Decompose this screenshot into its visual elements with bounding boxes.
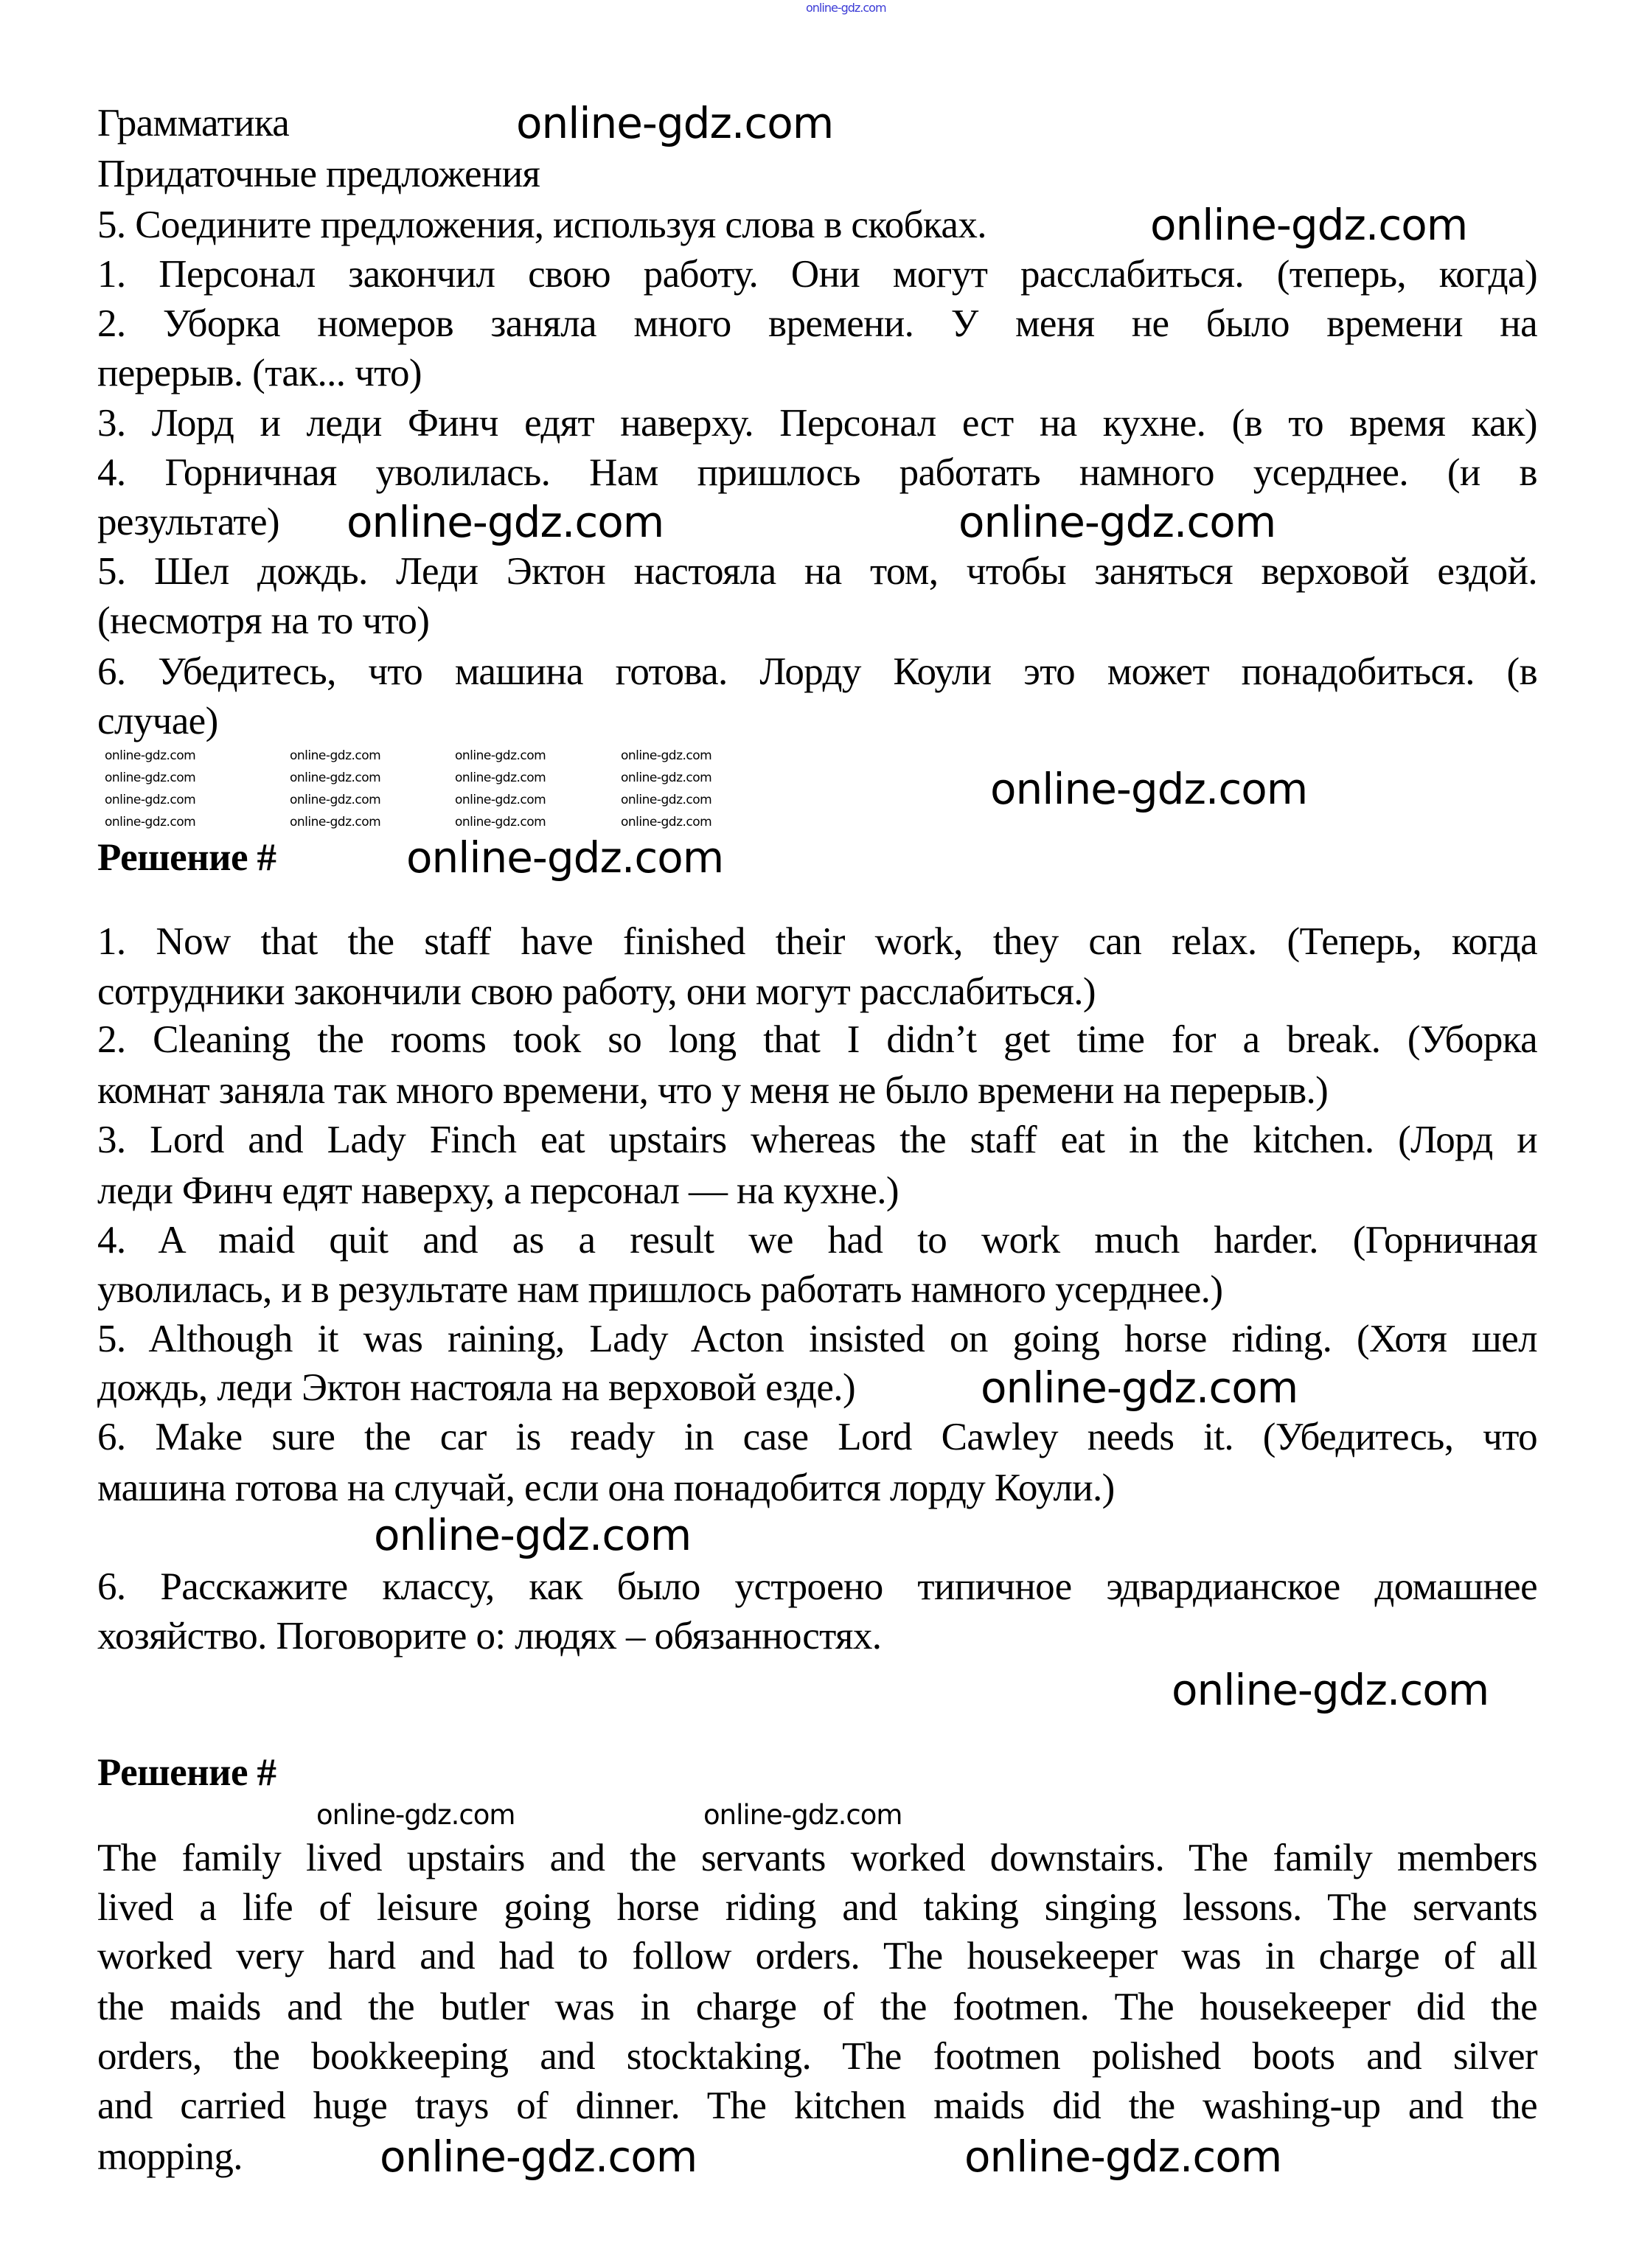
watermark: online-gdz.com — [316, 1799, 515, 1831]
watermark: online-gdz.com — [455, 748, 546, 763]
text-line: 2. Cleaning the rooms took so long that I didn’t get time for a break. (Уборка — [97, 1018, 1537, 1061]
solution-heading: Решение # — [97, 1751, 276, 1794]
text-line: The family lived upstairs and the servants worked downstairs. The family members — [97, 1837, 1537, 1879]
watermark: online-gdz.com — [455, 771, 546, 785]
watermark: online-gdz.com — [621, 793, 712, 807]
watermark: online-gdz.com — [347, 497, 664, 547]
watermark: online-gdz.com — [374, 1510, 692, 1560]
text-line: дождь, леди Эктон настояла на верховой езде.) — [97, 1366, 856, 1409]
watermark: online-gdz.com — [105, 793, 196, 807]
text-line: уволилась, и в результате нам пришлось работать намного усерднее.) — [97, 1268, 1223, 1311]
watermark: online-gdz.com — [406, 832, 724, 883]
text-line: машина готова на случай, если она понадобится лорду Коули.) — [97, 1467, 1115, 1509]
text-line: 5. Соедините предложения, используя слова в скобках. — [97, 204, 986, 246]
text-line: orders, the bookkeeping and stocktaking. The footmen polished boots and silver — [97, 2035, 1537, 2078]
watermark: online-gdz.com — [621, 815, 712, 829]
watermark: online-gdz.com — [290, 793, 381, 807]
watermark: online-gdz.com — [290, 748, 381, 763]
text-line: 3. Лорд и леди Финч едят наверху. Персонал ест на кухне. (в то время как) — [97, 402, 1537, 445]
watermark: online-gdz.com — [981, 1363, 1298, 1413]
text-line: комнат заняла так много времени, что у меня не было времени на перерыв.) — [97, 1069, 1329, 1112]
watermark: online-gdz.com — [290, 815, 381, 829]
text-line: Грамматика — [97, 102, 290, 145]
watermark: online-gdz.com — [621, 771, 712, 785]
watermark: online-gdz.com — [380, 2132, 697, 2182]
text-line: результате) — [97, 501, 279, 543]
text-line: Придаточные предложения — [97, 153, 540, 195]
text-line: 1. Персонал закончил свою работу. Они могут расслабиться. (теперь, когда) — [97, 253, 1537, 296]
text-line: (несмотря на то что) — [97, 599, 430, 642]
watermark: online-gdz.com — [1150, 200, 1468, 250]
watermark: online-gdz.com — [455, 793, 546, 807]
watermark: online-gdz.com — [105, 815, 196, 829]
text-line: 3. Lord and Lady Finch eat upstairs whereas the staff eat in the kitchen. (Лорд и — [97, 1119, 1537, 1161]
watermark: online-gdz.com — [290, 771, 381, 785]
watermark: online-gdz.com — [703, 1799, 902, 1831]
text-line: 5. Although it was raining, Lady Acton insisted on going horse riding. (Хотя шел — [97, 1318, 1537, 1360]
text-line: случае) — [97, 700, 218, 742]
watermark: online-gdz.com — [1172, 1665, 1489, 1715]
text-line: 6. Убедитесь, что машина готова. Лорду Коули это может понадобиться. (в — [97, 650, 1537, 693]
text-line: 4. Горничная уволилась. Нам пришлось работать намного усерднее. (и в — [97, 451, 1537, 494]
text-line: леди Финч едят наверху, а персонал — на кухне.) — [97, 1169, 899, 1212]
text-line: worked very hard and had to follow orders. The housekeeper was in charge of all — [97, 1935, 1537, 1977]
text-line: перерыв. (так... что) — [97, 352, 422, 394]
text-line: 4. A maid quit and as a result we had to work much harder. (Горничная — [97, 1219, 1537, 1262]
text-line: mopping. — [97, 2135, 243, 2178]
solution-heading: Решение # — [97, 836, 276, 879]
text-line: and carried huge trays of dinner. The kitchen maids did the washing-up and the — [97, 2084, 1537, 2127]
watermark: online-gdz.com — [990, 764, 1308, 814]
text-line: сотрудники закончили свою работу, они могут расслабиться.) — [97, 970, 1096, 1013]
text-line: 6. Расскажите классу, как было устроено типичное эдвардианское домашнее — [97, 1565, 1537, 1608]
text-line: 6. Make sure the car is ready in case Lord Cawley needs it. (Убедитесь, что — [97, 1416, 1537, 1458]
watermark: online-gdz.com — [806, 1, 886, 15]
watermark: online-gdz.com — [105, 771, 196, 785]
text-line: 5. Шел дождь. Леди Эктон настояла на том, чтобы заняться верховой ездой. — [97, 550, 1537, 593]
text-line: lived a life of leisure going horse riding and taking singing lessons. The servants — [97, 1886, 1537, 1929]
watermark: online-gdz.com — [455, 815, 546, 829]
watermark: online-gdz.com — [516, 98, 834, 148]
watermark: online-gdz.com — [958, 497, 1276, 547]
watermark: online-gdz.com — [105, 748, 196, 763]
watermark: online-gdz.com — [621, 748, 712, 763]
text-line: хозяйство. Поговорите о: людях – обязанностях. — [97, 1615, 882, 1657]
text-line: 2. Уборка номеров заняла много времени. У меня не было времени на — [97, 302, 1537, 345]
text-line: 1. Now that the staff have finished their work, they can relax. (Теперь, когда — [97, 920, 1537, 963]
watermark: online-gdz.com — [964, 2132, 1282, 2182]
text-line: the maids and the butler was in charge of the footmen. The housekeeper did the — [97, 1986, 1537, 2028]
